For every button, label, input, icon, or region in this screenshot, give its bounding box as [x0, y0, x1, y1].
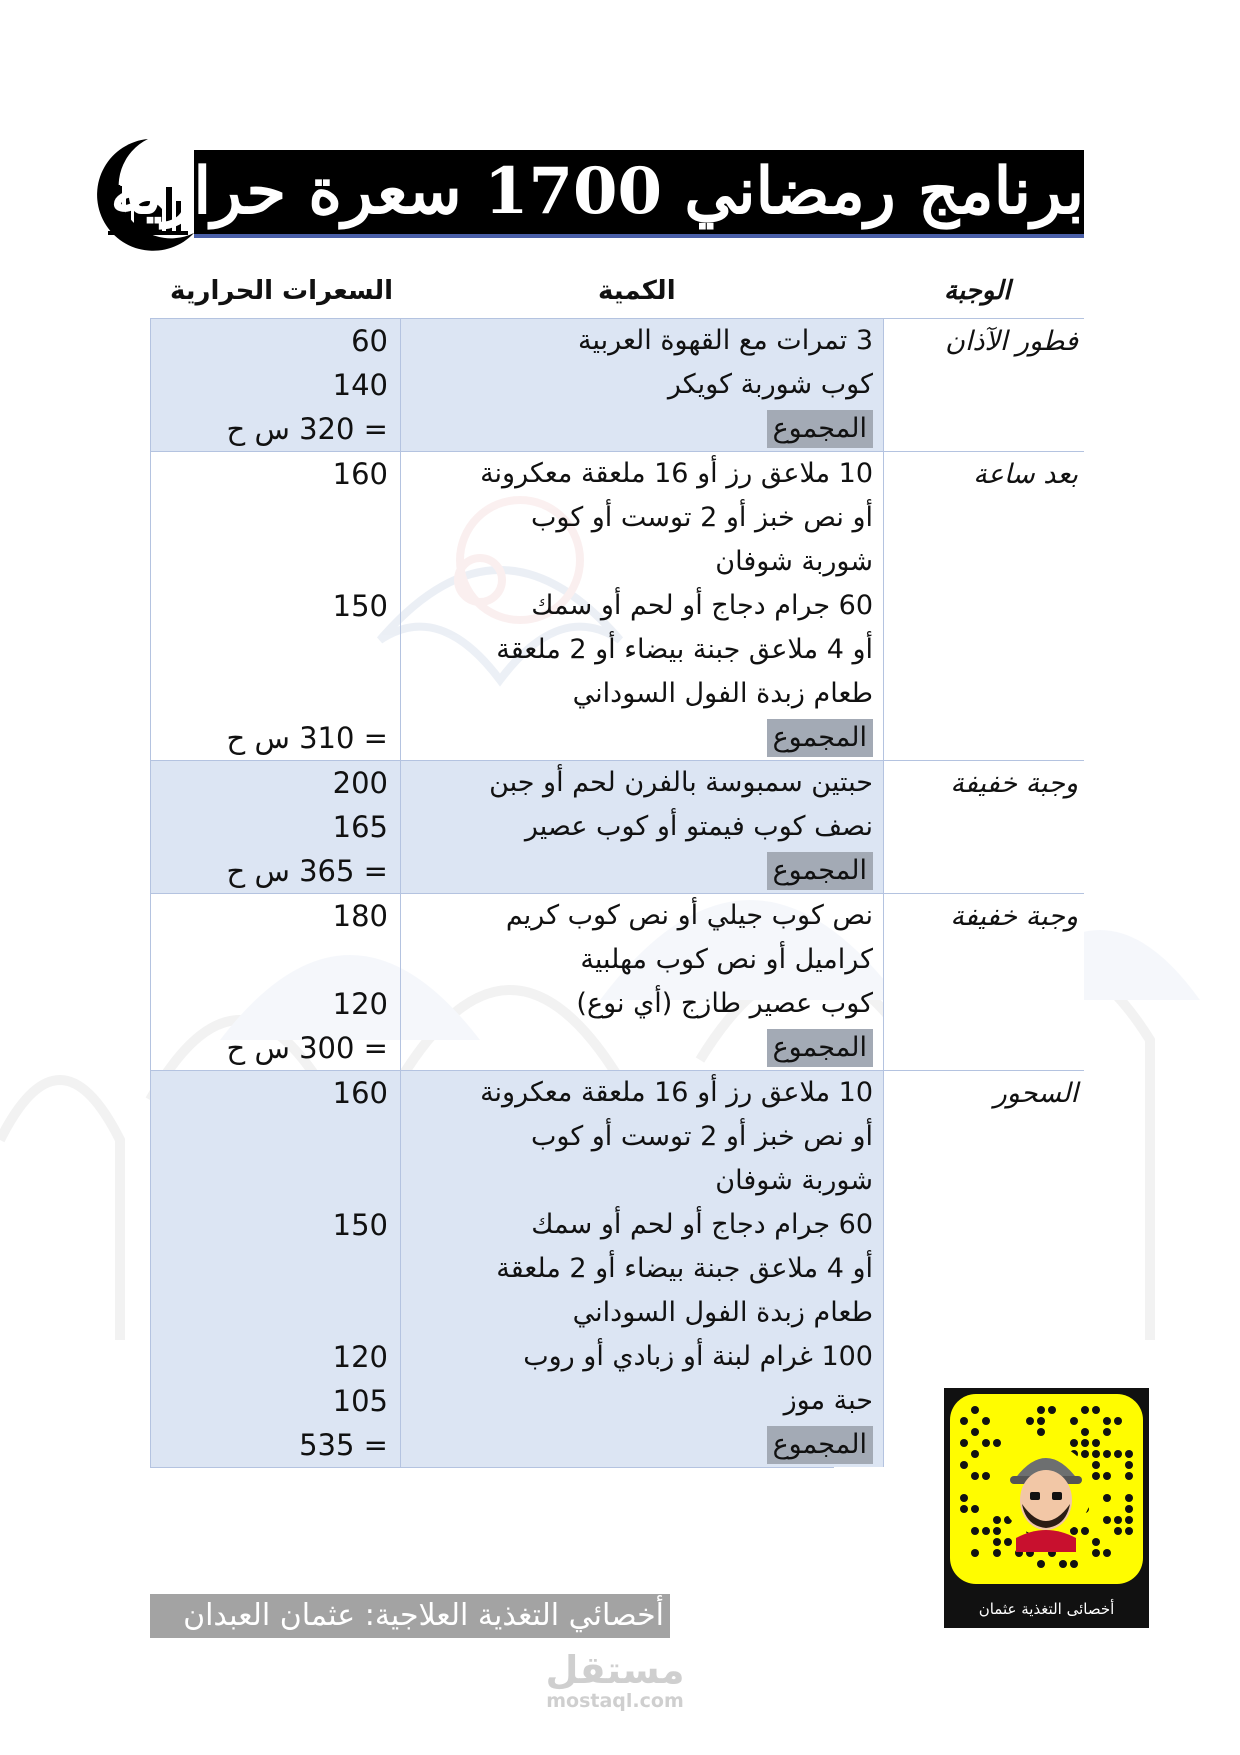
- calorie-total: = 535: [299, 1428, 388, 1462]
- calorie-value: 160: [332, 1076, 388, 1110]
- total-line: [411, 849, 873, 893]
- meal-name: وجبة خفيفة: [884, 894, 1084, 1070]
- calorie-value: 150: [332, 1208, 388, 1242]
- quantity-line: أو 4 ملاعق جبنة بيضاء أو 2 ملعقة: [496, 634, 873, 665]
- quantity-line: أو 4 ملاعق جبنة بيضاء أو 2 ملعقة: [496, 1253, 873, 1284]
- quantity-line: أو نص خبز أو 2 توست أو كوب: [530, 1121, 873, 1152]
- meal-calories-cell: [150, 761, 400, 893]
- meal-quantity-cell: [400, 894, 884, 1070]
- meal-quantity-cell: [400, 1071, 884, 1467]
- quantity-line: شوربة شوفان: [715, 1165, 873, 1196]
- calorie-empty: [151, 938, 388, 982]
- quantity-line: كوب عصير طازج (أي نوع): [576, 988, 873, 1019]
- meal-calories-cell: [150, 319, 400, 451]
- calorie-value: 160: [332, 457, 388, 491]
- calorie-total: = 300 س ح: [226, 1031, 388, 1065]
- total-line: [411, 1026, 873, 1070]
- quantity-line: طعام زبدة الفول السوداني: [572, 1297, 873, 1328]
- site-logo-latin: mostaql.com: [546, 1690, 684, 1712]
- snapcode-caption: أخصائى التغذية عثمان: [978, 1600, 1115, 1618]
- nutritionist-signature: أخصائي التغذية العلاجية: عثمان العبدان: [150, 1594, 670, 1638]
- meal-name: السحور: [884, 1071, 1084, 1467]
- quantity-line: 60 جرام دجاج أو لحم أو سمك: [531, 590, 873, 621]
- header-meal: الوجبة: [944, 276, 1011, 306]
- snapcode-ghost-icon: [944, 1388, 1149, 1628]
- total-label: المجموع: [767, 1029, 873, 1067]
- site-logo-arabic: مستقل: [545, 1648, 685, 1692]
- calorie-value: 120: [332, 1340, 388, 1374]
- total-line: [411, 716, 873, 760]
- calorie-value: 200: [332, 766, 388, 800]
- calorie-value: 140: [332, 368, 388, 402]
- snapcode: [944, 1388, 1149, 1628]
- quantity-line: 100 غرام لبنة أو زبادي أو روب: [523, 1341, 873, 1372]
- quantity-line: حبة موز: [783, 1385, 873, 1416]
- calorie-value: 60: [351, 324, 388, 358]
- quantity-line: أو نص خبز أو 2 توست أو كوب: [530, 502, 873, 533]
- calorie-empty: [151, 628, 388, 672]
- calorie-empty: [151, 1291, 388, 1335]
- site-logo: [540, 1650, 690, 1712]
- calorie-value: 165: [332, 810, 388, 844]
- meal-name: بعد ساعة: [884, 452, 1084, 760]
- quantity-line: 10 ملاعق رز أو 16 ملعقة معكرونة: [480, 1077, 873, 1108]
- quantity-line: شوربة شوفان: [715, 546, 873, 577]
- calorie-total: = 320 س ح: [226, 412, 388, 446]
- calorie-total: = 310 س ح: [226, 721, 388, 755]
- calorie-value: 105: [332, 1384, 388, 1418]
- total-label: المجموع: [767, 410, 873, 448]
- total-label: المجموع: [767, 852, 873, 890]
- meal-quantity-cell: [400, 452, 884, 760]
- meal-row: [150, 318, 1084, 451]
- total-label: المجموع: [767, 719, 873, 757]
- calorie-empty: [151, 1115, 388, 1159]
- calorie-value: 180: [332, 899, 388, 933]
- calorie-empty: [151, 540, 388, 584]
- meal-row: [150, 451, 1084, 760]
- quantity-line: 10 ملاعق رز أو 16 ملعقة معكرونة: [480, 458, 873, 489]
- calorie-value: 150: [332, 589, 388, 623]
- header-quantity: الكمية: [598, 276, 676, 306]
- quantity-line: 3 تمرات مع القهوة العربية: [577, 325, 873, 356]
- meal-plan-table: [150, 318, 1084, 1468]
- total-line: [411, 1423, 873, 1467]
- meal-row: [150, 760, 1084, 893]
- table-bottom-border: [150, 1467, 834, 1468]
- page-title: برنامج رمضاني 1700 سعرة حرارية: [194, 150, 1084, 238]
- header-calories: السعرات الحرارية: [170, 276, 394, 306]
- calorie-value: 120: [332, 987, 388, 1021]
- quantity-line: كوب شوربة كويكر: [667, 369, 873, 400]
- meal-quantity-cell: [400, 761, 884, 893]
- meal-name: فطور الآذان: [884, 319, 1084, 451]
- meal-row: [150, 893, 1084, 1070]
- calorie-empty: [151, 1159, 388, 1203]
- calorie-empty: [151, 672, 388, 716]
- meal-name: وجبة خفيفة: [884, 761, 1084, 893]
- meal-quantity-cell: [400, 319, 884, 451]
- calorie-empty: [151, 1247, 388, 1291]
- quantity-line: حبتين سمبوسة بالفرن لحم أو جبن: [489, 767, 873, 798]
- quantity-line: نصف كوب فيمتو أو كوب عصير: [524, 811, 873, 842]
- meal-calories-cell: [150, 1071, 400, 1467]
- quantity-line: كراميل أو نص كوب مهلبية: [580, 944, 873, 975]
- quantity-line: نص كوب جيلي أو نص كوب كريم: [505, 900, 873, 931]
- quantity-line: طعام زبدة الفول السوداني: [572, 678, 873, 709]
- total-label: المجموع: [767, 1426, 873, 1464]
- meal-calories-cell: [150, 894, 400, 1070]
- meal-calories-cell: [150, 452, 400, 760]
- total-line: [411, 407, 873, 451]
- calorie-total: = 365 س ح: [226, 854, 388, 888]
- calorie-empty: [151, 496, 388, 540]
- quantity-line: 60 جرام دجاج أو لحم أو سمك: [531, 1209, 873, 1240]
